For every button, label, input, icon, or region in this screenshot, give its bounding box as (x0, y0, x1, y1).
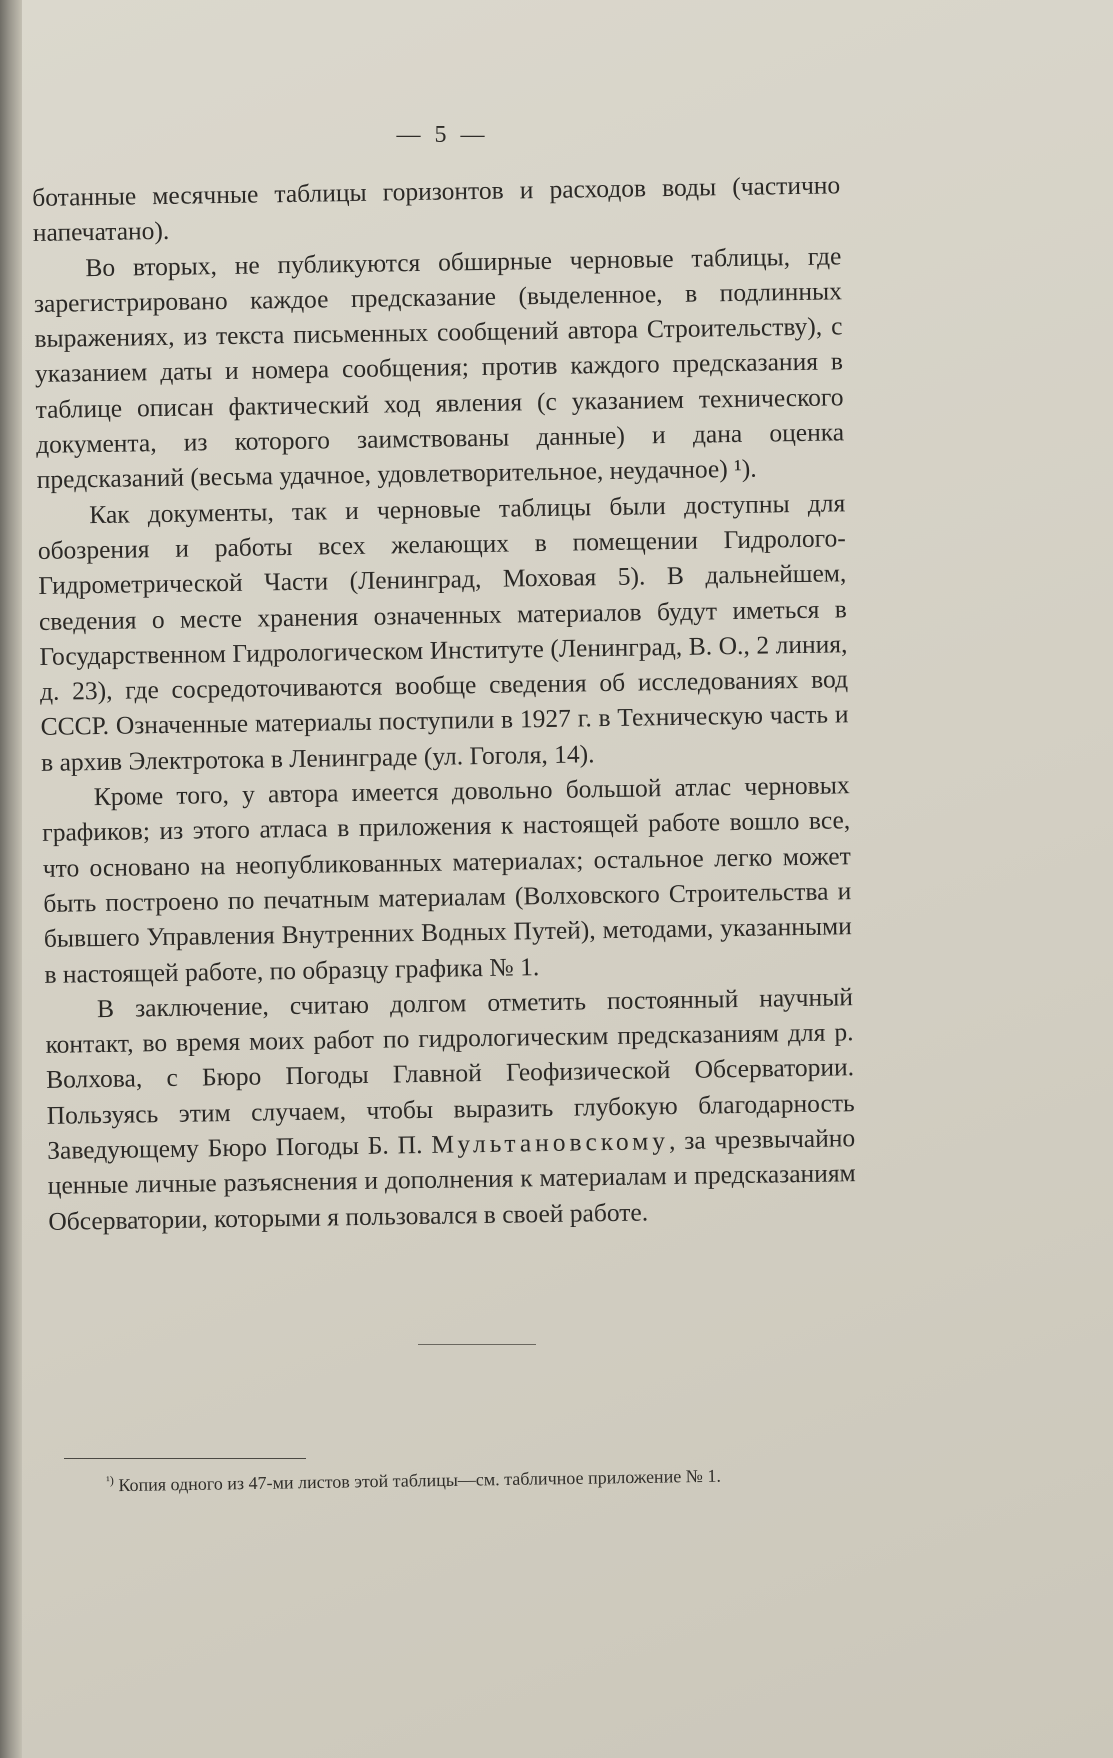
conclusion-text-start: В заключение, считаю долгом отметить постоянный научный контакт, во время моих работ по гидрологическим предсказаниям для р. Волхова, с Бюро Погоды Главной Геофизической Обсерватории. Пользуясь этим случаем, чтобы выразить глубокую благодарность Заведующему Бюро Погоды Б. П. (45, 982, 855, 1165)
conclusion-text-end: , за чрезвычайно ценные личные разъяснения и дополнения к материалам и предсказаниям Обсерватории, которыми я пользовался в своей работе. (47, 1123, 856, 1236)
paragraph-documents-access: Как документы, так и черновые таблицы были доступны для обозрения и работы всех желающих в помещении Гидролого-Гидрометрической Части (Ленинград, Моховая 5). В дальнейшем, сведения о месте хранения означенных материалов будут иметься в Государственном Гидрологическом Институте (Ленинград, В. О., 2 линия, д. 23), где сосредоточиваются вообще сведения об исследованиях вод СССР. Означенные материалы поступили в 1927 г. в Техническую часть и в архив Электротока в Ленинграде (ул. Гоголя, 14). (37, 487, 849, 777)
footnote-marker: ¹) (106, 1473, 114, 1488)
page-number: — 5 — (396, 122, 489, 148)
footnote-text: Копия одного из 47-ми листов этой таблицы—см. табличное приложение № 1. (118, 1465, 722, 1496)
book-spine-shadow (0, 0, 22, 1758)
paragraph-atlas: Кроме того, у автора имеется довольно большой атлас черновых графиков; из этого атласа в приложения к настоящей работе вошло все, что основано на неопубликованных материалах; остальное легко может быть построено по печатным материалам (Волховского Строительства и бывшего Управления Внутренних Водных Путей), методами, указанными в настоящей работе, по образцу графика № 1. (42, 770, 853, 989)
conclusion-name-spaced: Мультановскому (431, 1126, 670, 1159)
footnote-rule (64, 1458, 306, 1459)
body-text (32, 167, 857, 1238)
book-page (22, 0, 1113, 1758)
paragraph-conclusion (45, 979, 857, 1239)
paragraph-draft-tables: Во вторых, не публикуются обширные черновые таблицы, где зарегистрировано каждое предсказание (выделенное, в подлинных выражениях, из текста письменных сообщений автора Строительству), с указанием даты и номера сообщения; против каждого предсказания в таблице описан фактический ход явления (с указанием технического документа, из которого заимствованы данные) и дана оценка предсказаний (весьма удачное, удовлетворительное, неудачное) ¹). (33, 240, 845, 495)
footnote (62, 1453, 882, 1501)
section-divider (418, 1344, 536, 1345)
paragraph-continuation: ботанные месячные таблицы горизонтов и расходов воды (частично напечатано). (32, 170, 841, 248)
